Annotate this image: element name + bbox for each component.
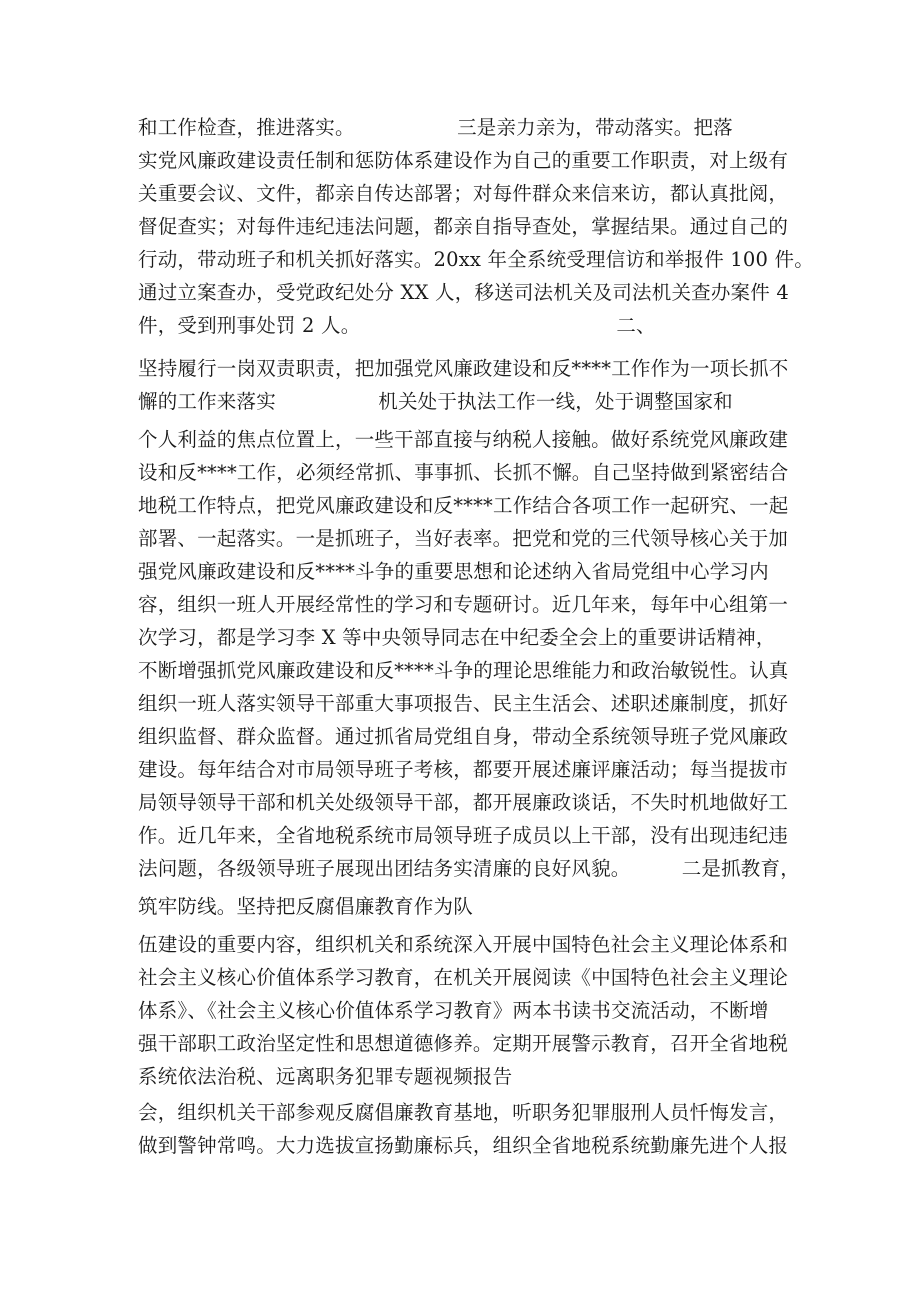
text-line: 关重要会议、文件，都亲自传达部署；对每件群众来信来访，都认真批阅，: [138, 182, 789, 205]
text-line: 伍建设的重要内容，组织机关和系统深入开展中国特色社会主义理论体系和: [138, 933, 789, 956]
text-line: 做到警钟常鸣。大力选拔宣扬勤廉标兵，组织全省地税系统勤廉先进个人报: [138, 1134, 789, 1157]
text-line: 行动，带动班子和机关抓好落实。20xx 年全系统受理信访和举报件 100 件。: [138, 248, 814, 271]
text-line: 强干部职工政治坚定性和思想道德修养。定期开展警示教育，召开全省地税: [138, 1032, 789, 1055]
text-line: 个人利益的焦点位置上，一些干部直接与纳税人接触。做好系统党风廉政建: [138, 428, 789, 451]
text-line: 实党风廉政建设责任制和惩防体系建设作为自己的重要工作职责，对上级有: [138, 149, 789, 172]
text-line: 懈的工作来落实 机关处于执法工作一线，处于调整国家和: [138, 390, 733, 413]
text-line: 强党风廉政建设和反****斗争的重要思想和论述纳入省局党组中心学习内: [138, 560, 769, 583]
text-line: 次学习，都是学习李 X 等中央领导同志在中纪委全会上的重要讲话精神，: [138, 626, 776, 649]
text-line: 系统依法治税、远离职务犯罪专题视频报告: [138, 1065, 513, 1088]
text-line: 设和反****工作，必须经常抓、事事抓、长抓不懈。自己坚持做到紧密结合: [138, 461, 789, 484]
text-line: 和工作检查，推进落实。 三是亲力亲为，带动落实。把落: [138, 116, 733, 139]
text-line: 部署、一起落实。一是抓班子，当好表率。把党和党的三代领导核心关于加: [138, 527, 789, 550]
text-line: 建设。每年结合对市局领导班子考核，都要开展述廉评廉活动；每当提拔市: [138, 758, 789, 781]
text-line: 督促查实；对每件违纪违法问题，都亲自指导查处，掌握结果。通过自己的: [138, 215, 789, 238]
text-line: 局领导领导干部和机关处级领导干部，都开展廉政谈话，不失时机地做好工: [138, 791, 789, 814]
text-line: 件，受到刑事处罚 2 人。 二、: [138, 314, 656, 337]
text-line: 体系》、《社会主义核心价值体系学习教育》两本书读书交流活动，不断增: [138, 999, 769, 1022]
text-line: 组织监督、群众监督。通过抓省局党组自身，带动全系统领导班子党风廉政: [138, 725, 789, 748]
text-line: 筑牢防线。坚持把反腐倡廉教育作为队: [138, 895, 473, 918]
text-line: 作。近几年来，全省地税系统市局领导班子成员以上干部，没有出现违纪违: [138, 824, 789, 847]
text-line: 地税工作特点，把党风廉政建设和反****工作结合各项工作一起研究、一起: [138, 494, 789, 517]
text-line: 坚持履行一岗双责职责，把加强党风廉政建设和反****工作作为一项长抓不: [138, 357, 789, 380]
text-line: 容，组织一班人开展经常性的学习和专题研讨。近几年来，每年中心组第一: [138, 593, 789, 616]
text-line: 组织一班人落实领导干部重大事项报告、民主生活会、述职述廉制度，抓好: [138, 692, 789, 715]
text-line: 不断增强抓党风廉政建设和反****斗争的理论思维能力和政治敏锐性。认真: [138, 659, 789, 682]
text-line: 会，组织机关干部参观反腐倡廉教育基地，听职务犯罪服刑人员忏悔发言，: [138, 1101, 789, 1124]
text-line: 法问题，各级领导班子展现出团结务实清廉的良好风貌。 二是抓教育，: [138, 857, 800, 880]
text-line: 社会主义核心价值体系学习教育，在机关开展阅读《中国特色社会主义理论: [138, 966, 789, 989]
text-line: 通过立案查办，受党政纪处分 XX 人，移送司法机关及司法机关查办案件 4: [138, 281, 789, 304]
